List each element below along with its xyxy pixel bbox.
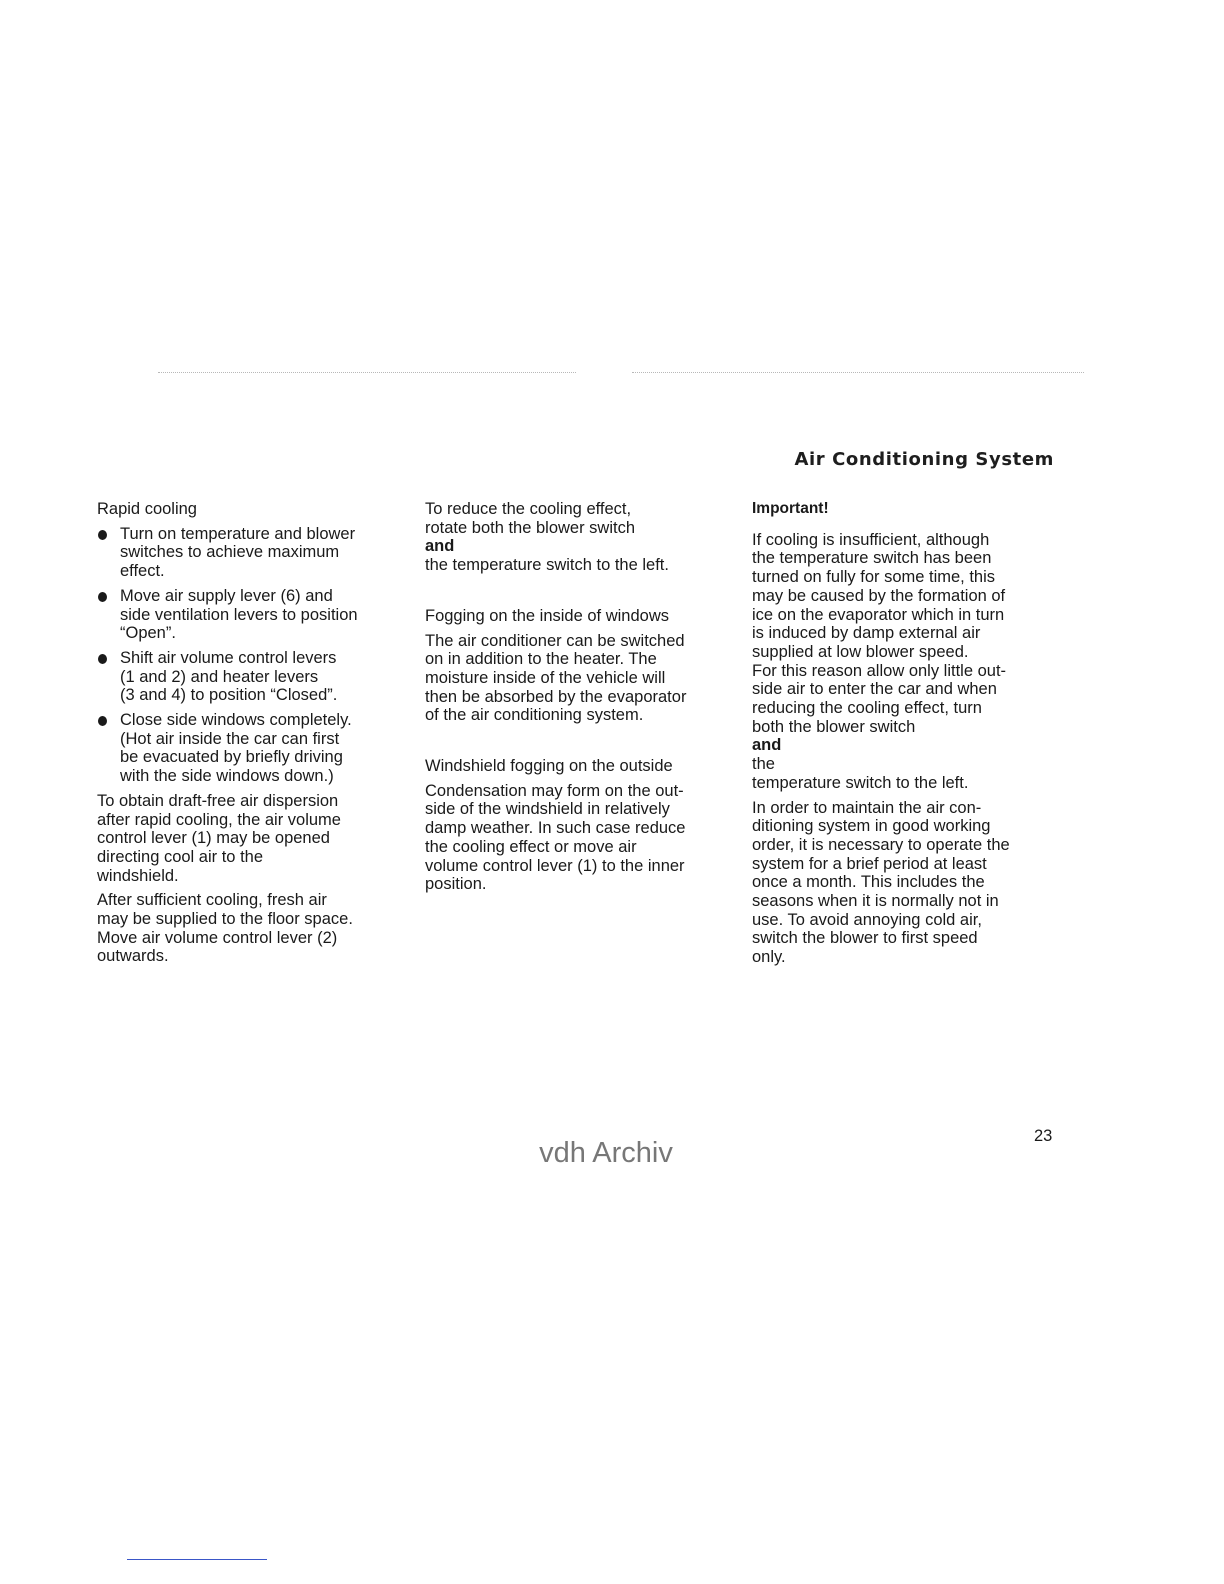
reduce-cooling-paragraph: To reduce the cooling effect, rotate both the blower switch and the temperature switch to the left.	[425, 500, 669, 575]
bullet-dot-icon	[98, 592, 107, 602]
page-number: 23	[1034, 1127, 1053, 1145]
column-rapid-cooling	[97, 500, 409, 972]
bullet-dot-icon	[98, 654, 107, 664]
column-important	[752, 500, 1062, 973]
column-fogging	[425, 500, 735, 900]
insufficient-cooling-paragraph: If cooling is insufficient, although the temperature switch has been turned on fully for some time, this may be caused by the formation of ice on the evaporator which in turn is induced by damp external air supplied at low blower speed. For this reason allow only little out- side air to enter the car and when reducing the cooling effect, turn both the blower switch and the temperature switch to the left.	[752, 530, 1007, 792]
bullet-dot-icon	[98, 530, 107, 540]
top-rule-left	[158, 372, 576, 373]
bullet-item: Shift air volume control levers (1 and 2) and heater levers (3 and 4) to position “Closed”.	[97, 649, 409, 705]
fog-outside-paragraph: Condensation may form on the out- side of the windshield in relatively damp weather. In such case reduce the cooling effect or move air volume control lever (1) to the inner position.	[425, 781, 686, 894]
rapid-cooling-heading: Rapid cooling	[97, 500, 197, 518]
bullet-item: Close side windows completely. (Hot air inside the car can first be evacuated by briefly driving with the side windows down.)	[97, 711, 409, 786]
top-rule-right	[632, 372, 1084, 373]
bullet-item: Turn on temperature and blower switches to achieve maximum effect.	[97, 525, 409, 581]
watermark: vdh Archiv	[539, 1137, 673, 1169]
fresh-air-paragraph: After sufficient cooling, fresh air may be supplied to the floor space. Move air volume control lever (2) outwards.	[97, 891, 353, 966]
important-heading: Important!	[752, 500, 829, 517]
maintenance-paragraph: In order to maintain the air con- ditioning system in good working order, it is necessary to operate the system for a brief period at least once a month. This includes the seasons when it is normally not in use. To avoid annoying cold air, switch the blower to first speed only.	[752, 798, 1010, 967]
fog-inside-heading: Fogging on the inside of windows	[425, 606, 669, 625]
section-title: Air Conditioning System	[794, 449, 1054, 470]
fog-inside-paragraph: The air conditioner can be switched on in addition to the heater. The moisture inside of the vehicle will then be absorbed by the evaporator of the air conditioning system.	[425, 631, 687, 725]
link-underline	[127, 1559, 267, 1560]
bullet-dot-icon	[98, 716, 107, 726]
fog-outside-heading: Windshield fogging on the outside	[425, 757, 673, 776]
bullet-item: Move air supply lever (6) and side ventilation levers to position “Open”.	[97, 587, 409, 643]
draft-free-paragraph: To obtain draft-free air dispersion after rapid cooling, the air volume control lever (1) may be opened directing cool air to the windshield.	[97, 791, 341, 885]
